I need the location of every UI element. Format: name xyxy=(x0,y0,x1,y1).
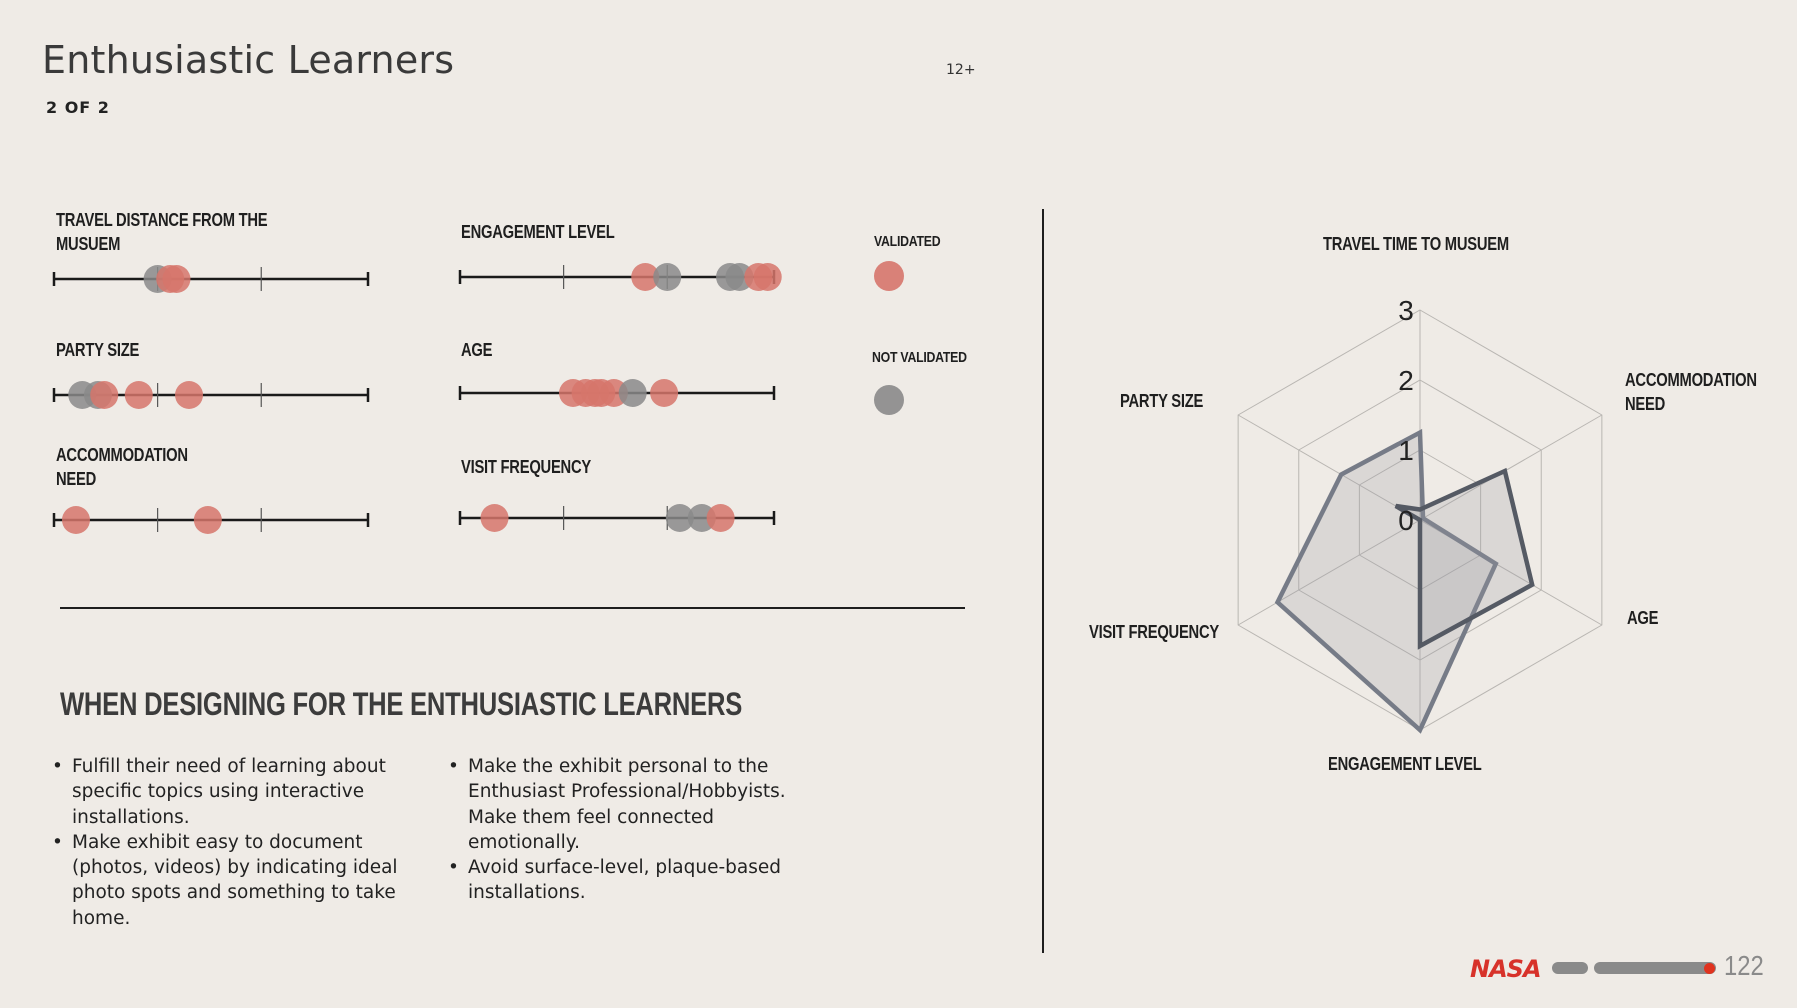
page-subtitle: 2 OF 2 xyxy=(46,98,110,117)
validated-dot xyxy=(90,381,118,409)
scale-label-visit-frequency: VISIT FREQUENCY xyxy=(461,457,591,477)
guideline-item: • Avoid surface-level, plaque-based installations. xyxy=(468,855,788,906)
radar-tick-label: 1 xyxy=(1398,435,1414,466)
dot-scale xyxy=(460,263,782,291)
guideline-item: • Make the exhibit personal to the Enthusiast Professional/Hobbyists. Make them feel connected emotionally. xyxy=(468,754,788,855)
validated-dot xyxy=(707,504,735,532)
scale-label-accommodation: ACCOMMODATION NEED xyxy=(56,445,188,489)
validated-dot xyxy=(481,504,509,532)
section-heading: WHEN DESIGNING FOR THE ENTHUSIASTIC LEARNERS xyxy=(60,686,743,722)
age-badge: 12+ xyxy=(946,62,976,78)
validated-dot xyxy=(650,379,678,407)
validated-dot xyxy=(175,381,203,409)
horizontal-divider xyxy=(60,607,965,609)
nasa-logo: NASA xyxy=(1470,955,1541,983)
page-title: Enthusiastic Learners xyxy=(42,38,455,82)
dot-scale xyxy=(54,381,368,409)
radar-tick-label: 0 xyxy=(1398,505,1414,536)
validated-dot xyxy=(754,263,782,291)
not-validated-dot xyxy=(653,263,681,291)
dot-scale xyxy=(460,379,774,407)
radar-chart xyxy=(1160,280,1620,750)
not-validated-dot xyxy=(619,379,647,407)
dot-scales xyxy=(0,0,1000,600)
progress-bar xyxy=(1594,962,1716,974)
page-number: 122 xyxy=(1724,950,1764,981)
radar-axis-label: ACCOMMODATION NEED xyxy=(1625,370,1757,414)
validated-dot xyxy=(194,506,222,534)
scale-label-party-size: PARTY SIZE xyxy=(56,340,140,360)
scale-label-travel-distance: TRAVEL DISTANCE FROM THE MUSUEM xyxy=(56,210,268,254)
legend-not-validated-label: NOT VALIDATED xyxy=(872,349,967,366)
radar-tick-label: 3 xyxy=(1398,295,1414,326)
guideline-item: • Fulfill their need of learning about specific topics using interactive installations. xyxy=(72,754,402,830)
scale-label-age: AGE xyxy=(461,340,493,360)
radar-axis-label: TRAVEL TIME TO MUSUEM xyxy=(1323,234,1509,254)
radar-axis-label: ENGAGEMENT LEVEL xyxy=(1328,754,1482,774)
radar-axis-label: PARTY SIZE xyxy=(1120,391,1204,411)
guidelines-column-1 xyxy=(48,754,402,931)
progress-segment xyxy=(1552,962,1588,974)
vertical-divider xyxy=(1042,209,1044,953)
radar-tick-label: 2 xyxy=(1398,365,1414,396)
dot-scale xyxy=(460,504,774,532)
guidelines-column-2 xyxy=(444,754,788,906)
radar-axis-label: VISIT FREQUENCY xyxy=(1089,622,1219,642)
legend-validated-label: VALIDATED xyxy=(874,233,941,250)
guideline-item: • Make exhibit easy to document (photos, videos) by indicating ideal photo spots and something to take home. xyxy=(72,830,402,931)
scale-label-engagement: ENGAGEMENT LEVEL xyxy=(461,222,615,242)
radar-axis-label: AGE xyxy=(1627,608,1659,628)
validated-dot xyxy=(62,506,90,534)
validated-dot xyxy=(125,381,153,409)
progress-indicator xyxy=(1704,963,1715,974)
dot-scale xyxy=(54,506,368,534)
dot-scale xyxy=(54,265,368,293)
validated-dot xyxy=(162,265,190,293)
